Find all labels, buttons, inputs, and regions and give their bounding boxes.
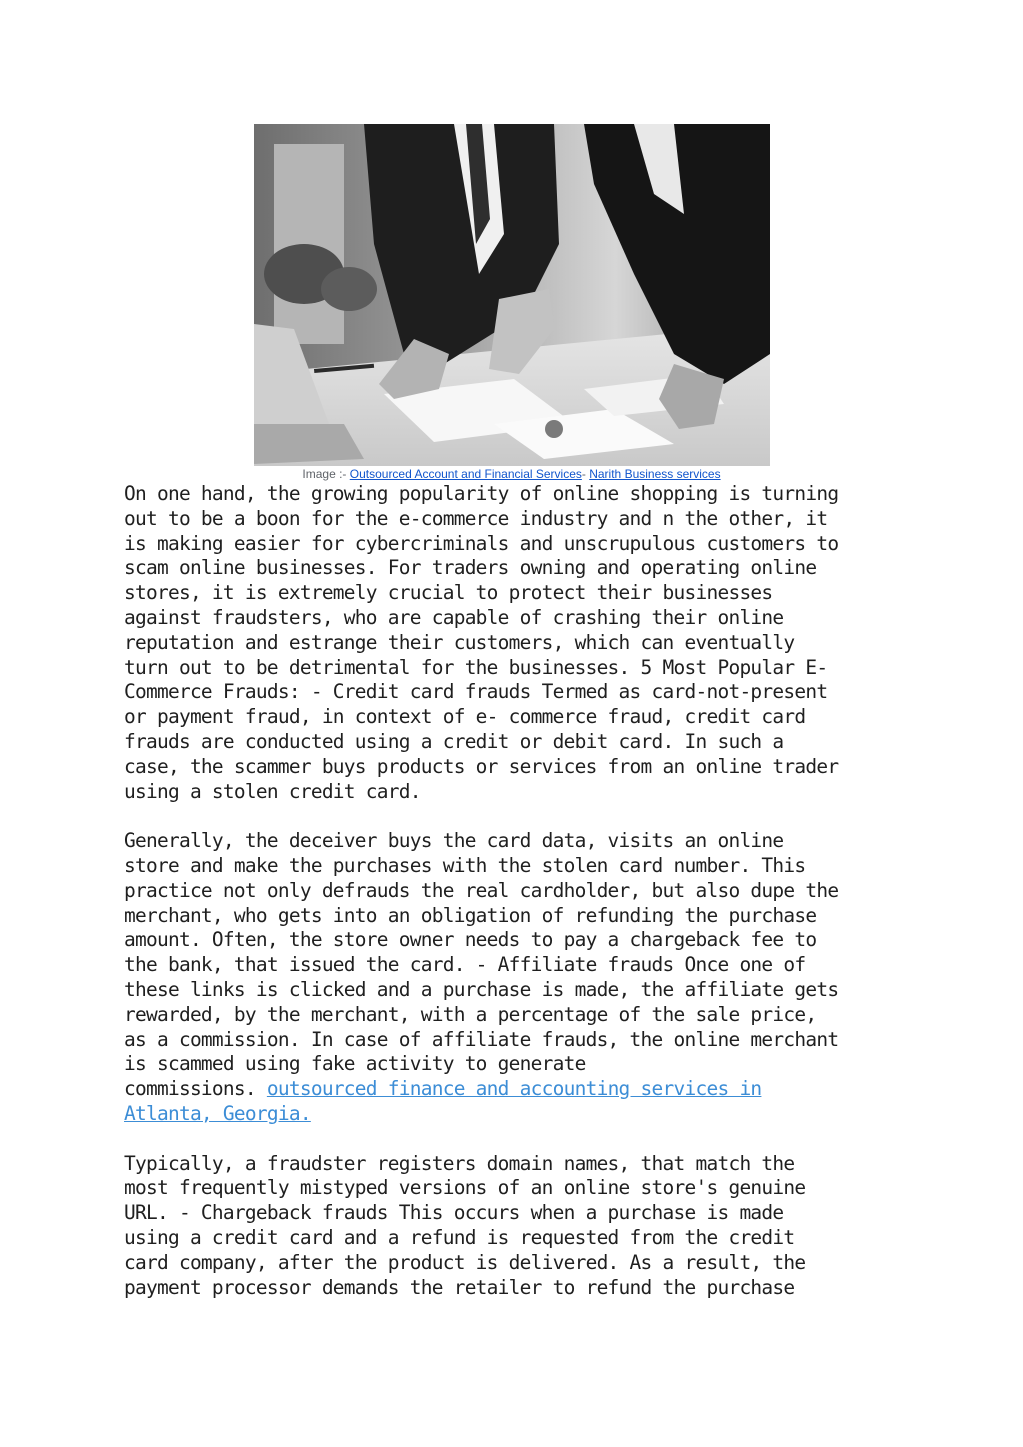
image-caption xyxy=(0,466,1023,482)
caption-prefix: Image :- xyxy=(302,467,350,481)
article-body xyxy=(124,482,914,1325)
paragraph-credit-card-frauds: On one hand, the growing popularity of online shopping is turning out to be a boon for the e-commerce industry and n the other, it is making easier for cybercriminals and unscrupulous customers to scam online businesses. For traders owning and operating online stores, it is extremely crucial to protect their businesses against fraudsters, who are capable of crashing their online reputation and estrange their customers, which can eventually turn out to be detrimental for the businesses. 5 Most Popular E- Commerce Frauds: - Credit card frauds Termed as card-not-present or payment fraud, in context of e- commerce fraud, credit card frauds are conducted using a credit or debit card. In such a case, the scammer buys products or services from an online trader using a stolen credit card. xyxy=(124,482,839,803)
business-meeting-photo xyxy=(254,124,770,466)
outsourced-finance-link[interactable]: outsourced finance and accounting services in Atlanta, Georgia. xyxy=(124,1077,762,1125)
paragraph-affiliate-text: Generally, the deceiver buys the card data, visits an online store and make the purchases with the stolen card number. This practice not only defrauds the real cardholder, but also dupe the merchant, who gets into an obligation of refunding the purchase amount. Often, the store owner needs to pay a chargeback fee to the bank, that issued the card. - Affiliate frauds Once one of these links is clicked and a purchase is made, the affiliate gets rewarded, by the merchant, with a percentage of the sale price, as a commission. In case of affiliate frauds, the online merchant is scammed using fake activity to generate commissions. xyxy=(124,829,839,1101)
caption-link-outsourced-account[interactable]: Outsourced Account and Financial Services xyxy=(349,467,582,481)
caption-separator: - xyxy=(581,467,590,481)
paragraph-affiliate-frauds xyxy=(124,829,914,1127)
caption-link-narith-business[interactable]: Narith Business services xyxy=(589,467,721,481)
paragraph-chargeback-frauds: Typically, a fraudster registers domain names, that match the most frequently mistyped versions of an online store's genuine URL. - Chargeback frauds This occurs when a purchase is made using a credit card and a refund is requested from the credit card company, after the product is delivered. As a result, the payment processor demands the retailer to refund the purchase xyxy=(124,1151,806,1299)
